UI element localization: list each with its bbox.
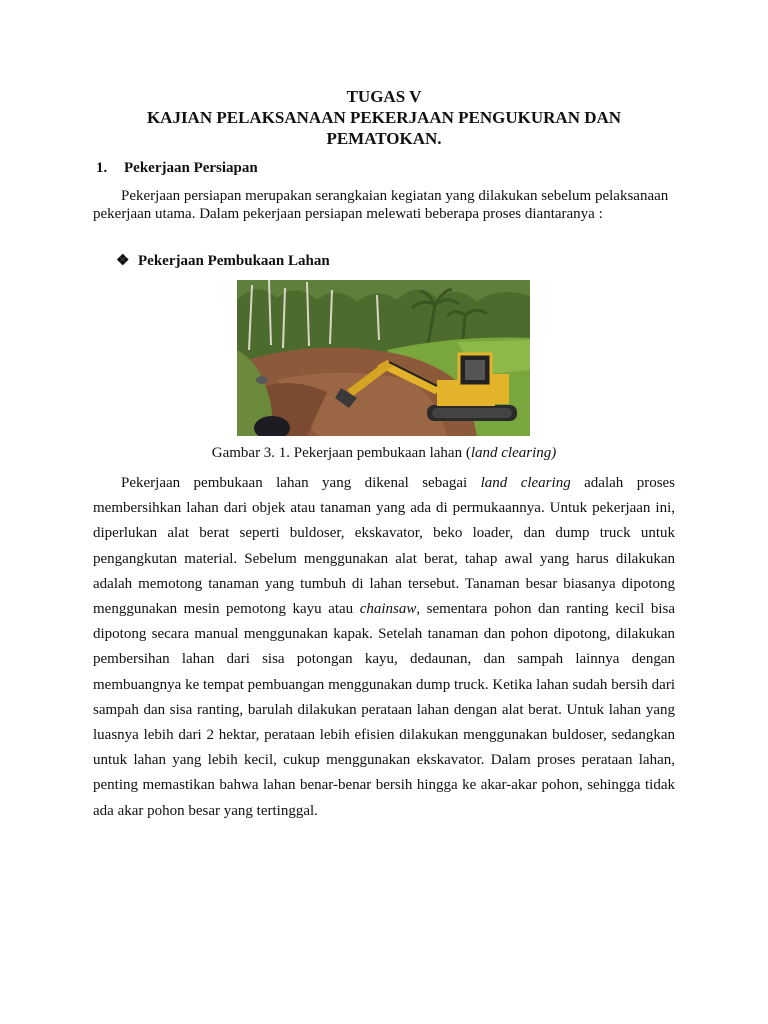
title-line-2: KAJIAN PELAKSANAAN PEKERJAAN PENGUKURAN DAN PEMATOKAN. (146, 108, 622, 148)
figure-caption (93, 445, 675, 462)
caption-italic: land clearing) (470, 445, 557, 461)
body-italic-2: chainsaw (359, 601, 417, 618)
land-clearing-photo (237, 280, 530, 436)
bullet-title: Pekerjaan Pembukaan Lahan (138, 253, 330, 269)
body-text-3: , sementara pohon dan ranting kecil bisa dipotong secara manual menggunakan kapak. Setelah tanaman dan pohon dipotong, dilakukan pembersihan lahan dari sisa potongan kayu, dedaunan, dan sampah lainnya dengan membuangnya ke tempat pembuangan menggunakan dump truck. Ketika lahan sudah bersih dari sampah dan sisa ranting, barulah dilakukan perataan lahan dengan alat berat. Untuk lahan yang luasnya lebih dari 2 hektar, perataan lebih efisien dilakukan menggunakan buldoser, sedangkan untuk lahan yang lebih kecil, cukup menggunakan ekskavator. Dalam proses perataan lahan, penting memastikan bahwa lahan benar-benar bersih hingga ke akar-akar pohon, sehingga tidak ada akar pohon besar yang tertinggal. (93, 601, 675, 819)
body-italic-1: land clearing (480, 475, 571, 491)
title-line-1: TUGAS V (346, 87, 422, 106)
body-text-2: adalah proses membersihkan lahan dari objek atau tanaman yang ada di permukaannya. Untuk pekerjaan ini, diperlukan alat berat seperti buldoser, ekskavator, beko loader, dan dump truck untuk pengangkutan material. Sebelum menggunakan alat berat, tahap awal yang harus dilakukan adalah memotong tanaman yang tumbuh di lahan tersebut. Tanaman besar biasanya dipotong menggunakan mesin pemotong kayu atau (93, 475, 676, 618)
body-text-1: Pekerjaan pembukaan lahan yang dikenal sebagai (121, 475, 481, 491)
section-heading (96, 160, 258, 177)
body-paragraph (93, 471, 675, 824)
section-title: Pekerjaan Persiapan (124, 160, 258, 176)
bullet-heading (116, 251, 330, 270)
document-title (93, 86, 675, 149)
diamond-bullet-icon: ❖ (116, 253, 130, 269)
section-number: 1. (96, 160, 108, 176)
intro-paragraph: Pekerjaan persiapan merupakan serangkaian kegiatan yang dilakukan sebelum pelaksanaan pekerjaan utama. Dalam pekerjaan persiapan melewati beberapa proses diantaranya : (93, 188, 669, 222)
caption-text: Gambar 3. 1. Pekerjaan pembukaan lahan ( (211, 445, 471, 461)
